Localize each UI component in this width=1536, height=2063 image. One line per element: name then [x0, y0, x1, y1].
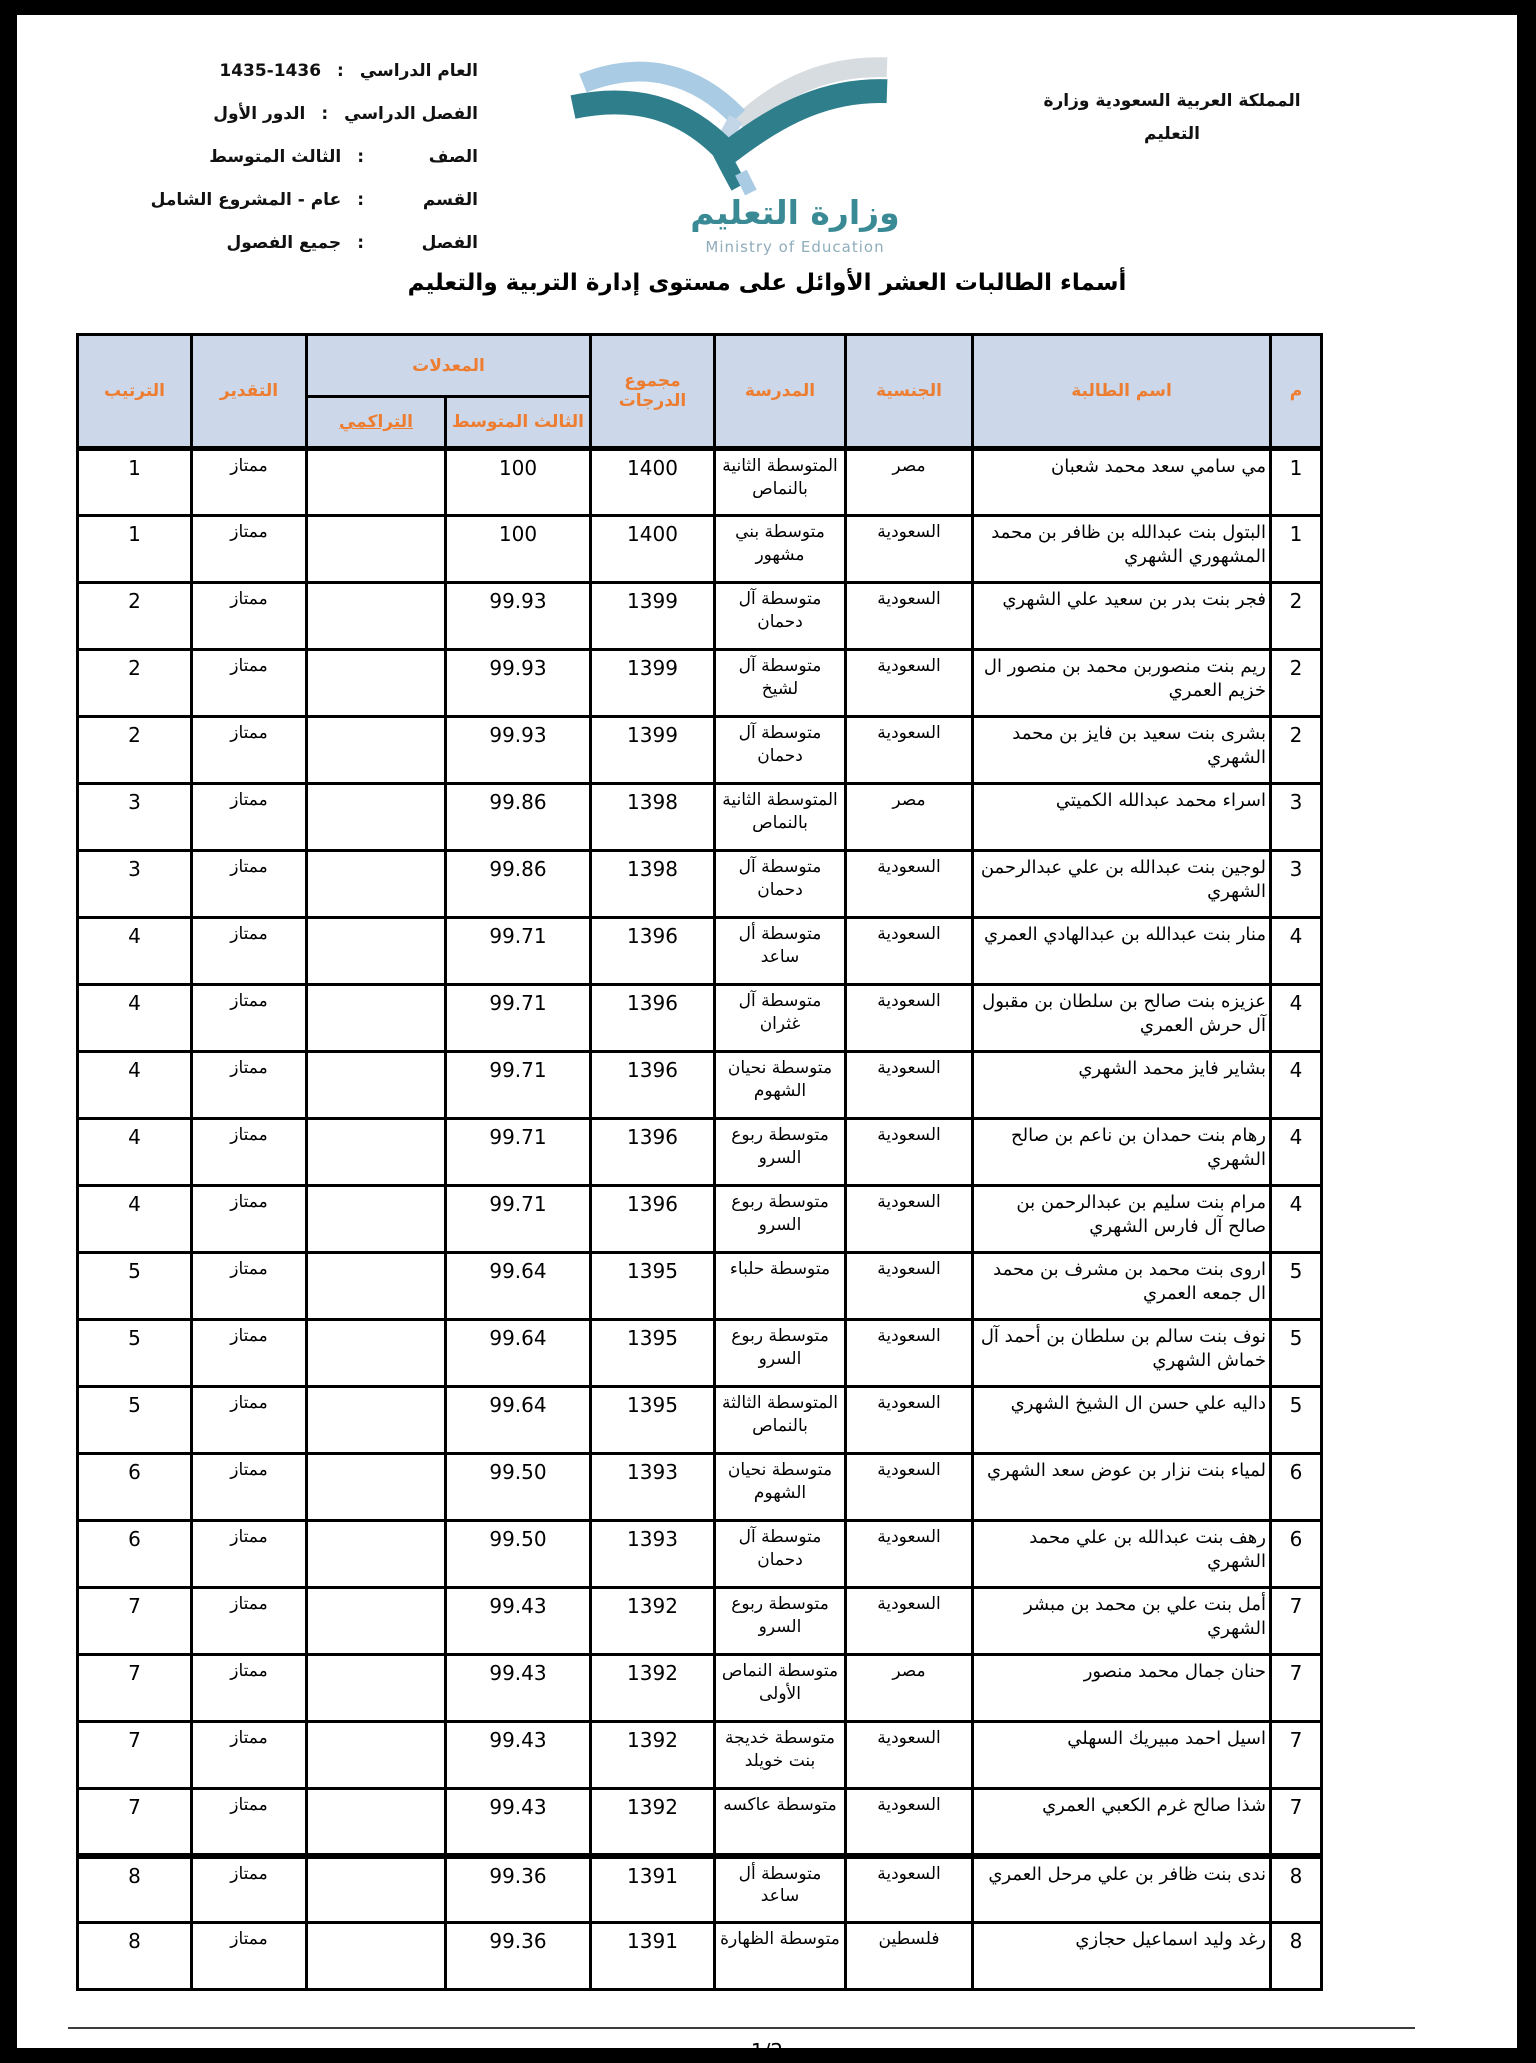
cell-grade: ممتاز — [191, 1454, 306, 1521]
cell-student-name: بشاير فايز محمد الشهري — [973, 1052, 1271, 1119]
student-row — [77, 918, 1321, 985]
cell-cumulative-average — [306, 1052, 445, 1119]
cell-rank: 4 — [77, 985, 191, 1052]
info-colon: : — [337, 60, 344, 81]
cell-total-score: 1395 — [591, 1320, 715, 1387]
cell-third-intermediate-average: 99.86 — [446, 784, 591, 851]
cell-total-score: 1392 — [591, 1655, 715, 1722]
info-label: القسم — [422, 189, 478, 210]
cell-school: متوسطة ربوع السرو — [715, 1186, 846, 1253]
cell-cumulative-average — [306, 1253, 445, 1320]
info-colon: : — [357, 189, 364, 210]
cell-total-score: 1396 — [591, 918, 715, 985]
cell-index: 6 — [1271, 1521, 1322, 1588]
cell-third-intermediate-average: 99.71 — [446, 985, 591, 1052]
cell-third-intermediate-average: 99.36 — [446, 1856, 591, 1923]
cell-nationality: السعودية — [846, 717, 973, 784]
info-colon: : — [357, 232, 364, 253]
cell-total-score: 1400 — [591, 516, 715, 583]
cell-student-name: ريم بنت منصوربن محمد بن منصور ال خزيم العمري — [973, 650, 1271, 717]
cell-index: 2 — [1271, 583, 1322, 650]
cell-third-intermediate-average: 99.43 — [446, 1655, 591, 1722]
cell-student-name: رهام بنت حمدان بن ناعم بن صالح الشهري — [973, 1119, 1271, 1186]
cell-third-intermediate-average: 99.43 — [446, 1722, 591, 1789]
cell-school: متوسطة ربوع السرو — [715, 1119, 846, 1186]
cell-third-intermediate-average: 99.50 — [446, 1521, 591, 1588]
cell-school: متوسطة آل دحمان — [715, 583, 846, 650]
cell-cumulative-average — [306, 583, 445, 650]
col-header-total-score: مجموع الدرجات — [591, 335, 715, 449]
cell-index: 4 — [1271, 918, 1322, 985]
cell-index: 4 — [1271, 1119, 1322, 1186]
cell-nationality: السعودية — [846, 1454, 973, 1521]
cell-total-score: 1391 — [591, 1856, 715, 1923]
cell-student-name: نوف بنت سالم بن سلطان بن أحمد آل خماش الشهري — [973, 1320, 1271, 1387]
cell-rank: 5 — [77, 1253, 191, 1320]
student-row — [77, 650, 1321, 717]
cell-third-intermediate-average: 99.71 — [446, 1186, 591, 1253]
cell-index: 2 — [1271, 717, 1322, 784]
table-body — [77, 449, 1321, 1990]
student-row — [77, 717, 1321, 784]
page-number: 1/2 — [750, 2039, 784, 2063]
cell-rank: 7 — [77, 1588, 191, 1655]
cell-rank: 8 — [77, 1856, 191, 1923]
top-students-table — [76, 333, 1323, 1991]
info-line — [8, 92, 478, 135]
cell-student-name: اروى بنت محمد بن مشرف بن محمد ال جمعه العمري — [973, 1253, 1271, 1320]
cell-student-name: لوجين بنت عبدالله بن علي عبدالرحمن الشهري — [973, 851, 1271, 918]
cell-nationality: السعودية — [846, 1052, 973, 1119]
cell-grade: ممتاز — [191, 918, 306, 985]
cell-nationality: السعودية — [846, 1789, 973, 1856]
cell-student-name: مي سامي سعد محمد شعبان — [973, 449, 1271, 516]
cell-rank: 4 — [77, 918, 191, 985]
cell-cumulative-average — [306, 1320, 445, 1387]
cell-grade: ممتاز — [191, 449, 306, 516]
cell-grade: ممتاز — [191, 1856, 306, 1923]
cell-school: متوسطة الظهارة — [715, 1923, 846, 1990]
student-row — [77, 1655, 1321, 1722]
cell-total-score: 1400 — [591, 449, 715, 516]
cell-index: 6 — [1271, 1454, 1322, 1521]
cell-nationality: السعودية — [846, 1253, 973, 1320]
cell-total-score: 1391 — [591, 1923, 715, 1990]
cell-rank: 6 — [77, 1454, 191, 1521]
cell-cumulative-average — [306, 985, 445, 1052]
cell-rank: 3 — [77, 784, 191, 851]
student-row — [77, 784, 1321, 851]
cell-third-intermediate-average: 99.71 — [446, 918, 591, 985]
cell-cumulative-average — [306, 1789, 445, 1856]
info-line — [8, 221, 478, 264]
cell-school: متوسطة آل لشيخ — [715, 650, 846, 717]
document-page — [17, 15, 1517, 2063]
student-row — [77, 583, 1321, 650]
cell-third-intermediate-average: 99.64 — [446, 1320, 591, 1387]
cell-cumulative-average — [306, 1454, 445, 1521]
info-label: العام الدراسي — [359, 60, 478, 81]
cell-nationality: السعودية — [846, 1320, 973, 1387]
cell-third-intermediate-average: 99.64 — [446, 1387, 591, 1454]
student-row — [77, 1923, 1321, 1990]
cell-school: متوسطة نحيان الشهوم — [715, 1052, 846, 1119]
cell-grade: ممتاز — [191, 1722, 306, 1789]
cell-cumulative-average — [306, 1588, 445, 1655]
cell-school: متوسطة آل دحمان — [715, 717, 846, 784]
cell-total-score: 1396 — [591, 1186, 715, 1253]
cell-cumulative-average — [306, 650, 445, 717]
cell-student-name: ندى بنت ظافر بن علي مرحل العمري — [973, 1856, 1271, 1923]
cell-cumulative-average — [306, 1655, 445, 1722]
cell-index: 7 — [1271, 1722, 1322, 1789]
cell-third-intermediate-average: 99.71 — [446, 1119, 591, 1186]
student-row — [77, 1722, 1321, 1789]
cell-rank: 8 — [77, 1923, 191, 1990]
cell-rank: 4 — [77, 1186, 191, 1253]
cell-school: متوسطة أل ساعد — [715, 1856, 846, 1923]
ministry-of-education-logo-icon — [571, 35, 889, 195]
cell-nationality: السعودية — [846, 1186, 973, 1253]
cell-nationality: السعودية — [846, 1856, 973, 1923]
student-row — [77, 1454, 1321, 1521]
kingdom-header-text — [1012, 85, 1332, 151]
cell-third-intermediate-average: 99.93 — [446, 583, 591, 650]
cell-nationality: مصر — [846, 1655, 973, 1722]
page-title: أسماء الطالبات العشر الأوائل على مستوى إدارة التربية والتعليم — [407, 270, 1127, 296]
cell-grade: ممتاز — [191, 985, 306, 1052]
cell-grade: ممتاز — [191, 1521, 306, 1588]
info-colon: : — [357, 146, 364, 167]
student-row — [77, 449, 1321, 516]
student-row — [77, 1588, 1321, 1655]
cell-third-intermediate-average: 99.71 — [446, 1052, 591, 1119]
info-label: الفصل الدراسي — [344, 103, 478, 124]
cell-cumulative-average — [306, 1186, 445, 1253]
cell-index: 5 — [1271, 1253, 1322, 1320]
cell-student-name: اسراء محمد عبدالله الكميتي — [973, 784, 1271, 851]
report-info — [8, 49, 478, 264]
info-value: 1435-1436 — [219, 60, 322, 81]
cell-index: 2 — [1271, 650, 1322, 717]
cell-total-score: 1396 — [591, 1119, 715, 1186]
col-header-averages-group: المعدلات — [306, 335, 590, 397]
cell-grade: ممتاز — [191, 1387, 306, 1454]
cell-third-intermediate-average: 99.86 — [446, 851, 591, 918]
cell-total-score: 1396 — [591, 1052, 715, 1119]
kingdom-line2: التعليم — [1144, 124, 1200, 144]
cell-index: 7 — [1271, 1789, 1322, 1856]
cell-grade: ممتاز — [191, 1186, 306, 1253]
cell-grade: ممتاز — [191, 1588, 306, 1655]
info-label: الفصل — [421, 232, 478, 253]
cell-cumulative-average — [306, 784, 445, 851]
ministry-logo — [565, 35, 900, 275]
cell-cumulative-average — [306, 449, 445, 516]
cell-school: متوسطة آل غثران — [715, 985, 846, 1052]
cell-student-name: داليه علي حسن ال الشيخ الشهري — [973, 1387, 1271, 1454]
cell-cumulative-average — [306, 851, 445, 918]
cell-cumulative-average — [306, 1521, 445, 1588]
cell-nationality: السعودية — [846, 650, 973, 717]
cell-cumulative-average — [306, 717, 445, 784]
cell-nationality: السعودية — [846, 516, 973, 583]
cell-total-score: 1396 — [591, 985, 715, 1052]
cell-index: 1 — [1271, 516, 1322, 583]
student-row — [77, 1789, 1321, 1856]
cell-rank: 1 — [77, 449, 191, 516]
cell-student-name: منار بنت عبدالله بن عبدالهادي العمري — [973, 918, 1271, 985]
cell-grade: ممتاز — [191, 1052, 306, 1119]
info-value: عام - المشروع الشامل — [150, 189, 342, 210]
cell-school: متوسطة ربوع السرو — [715, 1320, 846, 1387]
cell-school: متوسطة النماص الأولى — [715, 1655, 846, 1722]
cell-index: 1 — [1271, 449, 1322, 516]
table-header — [77, 335, 1321, 449]
student-row — [77, 1052, 1321, 1119]
cell-school: متوسطة آل دحمان — [715, 851, 846, 918]
student-row — [77, 516, 1321, 583]
col-header-cumulative-average: التراكمي — [306, 397, 445, 449]
student-row — [77, 985, 1321, 1052]
cell-grade: ممتاز — [191, 1320, 306, 1387]
cell-cumulative-average — [306, 1923, 445, 1990]
cell-rank: 3 — [77, 851, 191, 918]
cell-third-intermediate-average: 99.93 — [446, 650, 591, 717]
cell-rank: 4 — [77, 1052, 191, 1119]
cell-total-score: 1392 — [591, 1722, 715, 1789]
cell-grade: ممتاز — [191, 851, 306, 918]
cell-student-name: لمياء بنت نزار بن عوض سعد الشهري — [973, 1454, 1271, 1521]
cell-index: 5 — [1271, 1320, 1322, 1387]
cell-student-name: عزيزه بنت صالح بن سلطان بن مقبول آل حرش العمري — [973, 985, 1271, 1052]
cell-student-name: اسيل احمد مبيريك السهلي — [973, 1722, 1271, 1789]
cell-grade: ممتاز — [191, 650, 306, 717]
cell-index: 7 — [1271, 1655, 1322, 1722]
cell-index: 5 — [1271, 1387, 1322, 1454]
info-colon: : — [321, 103, 329, 124]
cell-total-score: 1393 — [591, 1521, 715, 1588]
cell-rank: 7 — [77, 1655, 191, 1722]
col-header-school: المدرسة — [715, 335, 846, 449]
col-header-index: م — [1271, 335, 1322, 449]
cell-grade: ممتاز — [191, 1789, 306, 1856]
cell-total-score: 1395 — [591, 1253, 715, 1320]
cell-rank: 6 — [77, 1521, 191, 1588]
cell-school: متوسطة حلباء — [715, 1253, 846, 1320]
cell-rank: 5 — [77, 1387, 191, 1454]
cell-student-name: فجر بنت بدر بن سعيد علي الشهري — [973, 583, 1271, 650]
cell-nationality: السعودية — [846, 1722, 973, 1789]
cell-grade: ممتاز — [191, 583, 306, 650]
cell-student-name: حنان جمال محمد منصور — [973, 1655, 1271, 1722]
cell-student-name: رهف بنت عبدالله بن علي محمد الشهري — [973, 1521, 1271, 1588]
cell-school: المتوسطة الثانية بالنماص — [715, 784, 846, 851]
cell-index: 4 — [1271, 985, 1322, 1052]
info-label: الصف — [428, 146, 478, 167]
cell-total-score: 1393 — [591, 1454, 715, 1521]
cell-index: 8 — [1271, 1856, 1322, 1923]
cell-grade: ممتاز — [191, 1923, 306, 1990]
cell-index: 3 — [1271, 851, 1322, 918]
col-header-grade: التقدير — [191, 335, 306, 449]
student-row — [77, 1856, 1321, 1923]
cell-nationality: فلسطين — [846, 1923, 973, 1990]
cell-cumulative-average — [306, 1387, 445, 1454]
cell-total-score: 1398 — [591, 784, 715, 851]
cell-grade: ممتاز — [191, 1119, 306, 1186]
cell-school: متوسطة عاكسه — [715, 1789, 846, 1856]
cell-total-score: 1392 — [591, 1588, 715, 1655]
cell-grade: ممتاز — [191, 516, 306, 583]
cell-nationality: مصر — [846, 784, 973, 851]
cell-nationality: السعودية — [846, 1521, 973, 1588]
cell-total-score: 1398 — [591, 851, 715, 918]
student-row — [77, 851, 1321, 918]
cell-index: 4 — [1271, 1052, 1322, 1119]
student-row — [77, 1320, 1321, 1387]
cell-rank: 5 — [77, 1320, 191, 1387]
info-value: الثالث المتوسط — [209, 146, 342, 167]
cell-third-intermediate-average: 99.64 — [446, 1253, 591, 1320]
logo-arabic-wordmark: وزارة التعليم — [690, 193, 900, 232]
cell-student-name: رغد وليد اسماعيل حجازي — [973, 1923, 1271, 1990]
cell-total-score: 1395 — [591, 1387, 715, 1454]
cell-cumulative-average — [306, 1119, 445, 1186]
cell-grade: ممتاز — [191, 784, 306, 851]
cell-school: متوسطة بني مشهور — [715, 516, 846, 583]
cell-school: متوسطة ربوع السرو — [715, 1588, 846, 1655]
cell-rank: 2 — [77, 717, 191, 784]
cell-student-name: البتول بنت عبدالله بن ظافر بن محمد المشهوري الشهري — [973, 516, 1271, 583]
cell-student-name: بشرى بنت سعيد بن فايز بن محمد الشهري — [973, 717, 1271, 784]
student-row — [77, 1387, 1321, 1454]
cell-nationality: السعودية — [846, 985, 973, 1052]
cell-school: متوسطة أل ساعد — [715, 918, 846, 985]
student-row — [77, 1119, 1321, 1186]
info-line — [8, 49, 478, 92]
cell-total-score: 1392 — [591, 1789, 715, 1856]
cell-index: 3 — [1271, 784, 1322, 851]
cell-nationality: السعودية — [846, 583, 973, 650]
col-header-nationality: الجنسية — [846, 335, 973, 449]
cell-total-score: 1399 — [591, 717, 715, 784]
cell-student-name: أمل بنت علي بن محمد بن مبشر الشهري — [973, 1588, 1271, 1655]
cell-grade: ممتاز — [191, 1655, 306, 1722]
logo-english-wordmark: Ministry of Education — [705, 238, 885, 256]
cell-third-intermediate-average: 99.43 — [446, 1789, 591, 1856]
cell-third-intermediate-average: 100 — [446, 516, 591, 583]
col-header-third-intermediate-average: الثالث المتوسط — [446, 397, 591, 449]
cell-cumulative-average — [306, 516, 445, 583]
cell-nationality: السعودية — [846, 1119, 973, 1186]
kingdom-line1: المملكة العربية السعودية وزارة — [1043, 91, 1301, 111]
info-value: الدور الأول — [213, 103, 306, 124]
student-row — [77, 1521, 1321, 1588]
cell-student-name: شذا صالح غرم الكعبي العمري — [973, 1789, 1271, 1856]
cell-rank: 2 — [77, 650, 191, 717]
cell-nationality: السعودية — [846, 918, 973, 985]
cell-school: متوسطة آل دحمان — [715, 1521, 846, 1588]
cell-rank: 7 — [77, 1789, 191, 1856]
cell-third-intermediate-average: 99.50 — [446, 1454, 591, 1521]
cell-third-intermediate-average: 100 — [446, 449, 591, 516]
cell-third-intermediate-average: 99.93 — [446, 717, 591, 784]
cell-total-score: 1399 — [591, 650, 715, 717]
cell-student-name: مرام بنت سليم بن عبدالرحمن بن صالح آل فارس الشهري — [973, 1186, 1271, 1253]
cell-rank: 2 — [77, 583, 191, 650]
col-header-student-name: اسم الطالبة — [973, 335, 1271, 449]
cell-third-intermediate-average: 99.43 — [446, 1588, 591, 1655]
cell-third-intermediate-average: 99.36 — [446, 1923, 591, 1990]
cell-rank: 7 — [77, 1722, 191, 1789]
cell-nationality: مصر — [846, 449, 973, 516]
cell-rank: 1 — [77, 516, 191, 583]
info-line — [8, 178, 478, 221]
cell-grade: ممتاز — [191, 717, 306, 784]
cell-rank: 4 — [77, 1119, 191, 1186]
cell-grade: ممتاز — [191, 1253, 306, 1320]
info-value: جميع الفصول — [226, 232, 342, 253]
cell-school: متوسطة خديجة بنت خويلد — [715, 1722, 846, 1789]
student-row — [77, 1186, 1321, 1253]
student-row — [77, 1253, 1321, 1320]
cell-cumulative-average — [306, 1722, 445, 1789]
cell-school: متوسطة نحيان الشهوم — [715, 1454, 846, 1521]
cell-nationality: السعودية — [846, 1387, 973, 1454]
cell-nationality: السعودية — [846, 851, 973, 918]
info-line — [8, 135, 478, 178]
cell-cumulative-average — [306, 918, 445, 985]
cell-school: المتوسطة الثانية بالنماص — [715, 449, 846, 516]
cell-index: 7 — [1271, 1588, 1322, 1655]
cell-index: 4 — [1271, 1186, 1322, 1253]
cell-cumulative-average — [306, 1856, 445, 1923]
col-header-rank: الترتيب — [77, 335, 191, 449]
cell-total-score: 1399 — [591, 583, 715, 650]
cell-school: المتوسطة الثالثة بالنماص — [715, 1387, 846, 1454]
cell-nationality: السعودية — [846, 1588, 973, 1655]
footer-rule — [68, 2027, 1415, 2029]
cell-index: 8 — [1271, 1923, 1322, 1990]
